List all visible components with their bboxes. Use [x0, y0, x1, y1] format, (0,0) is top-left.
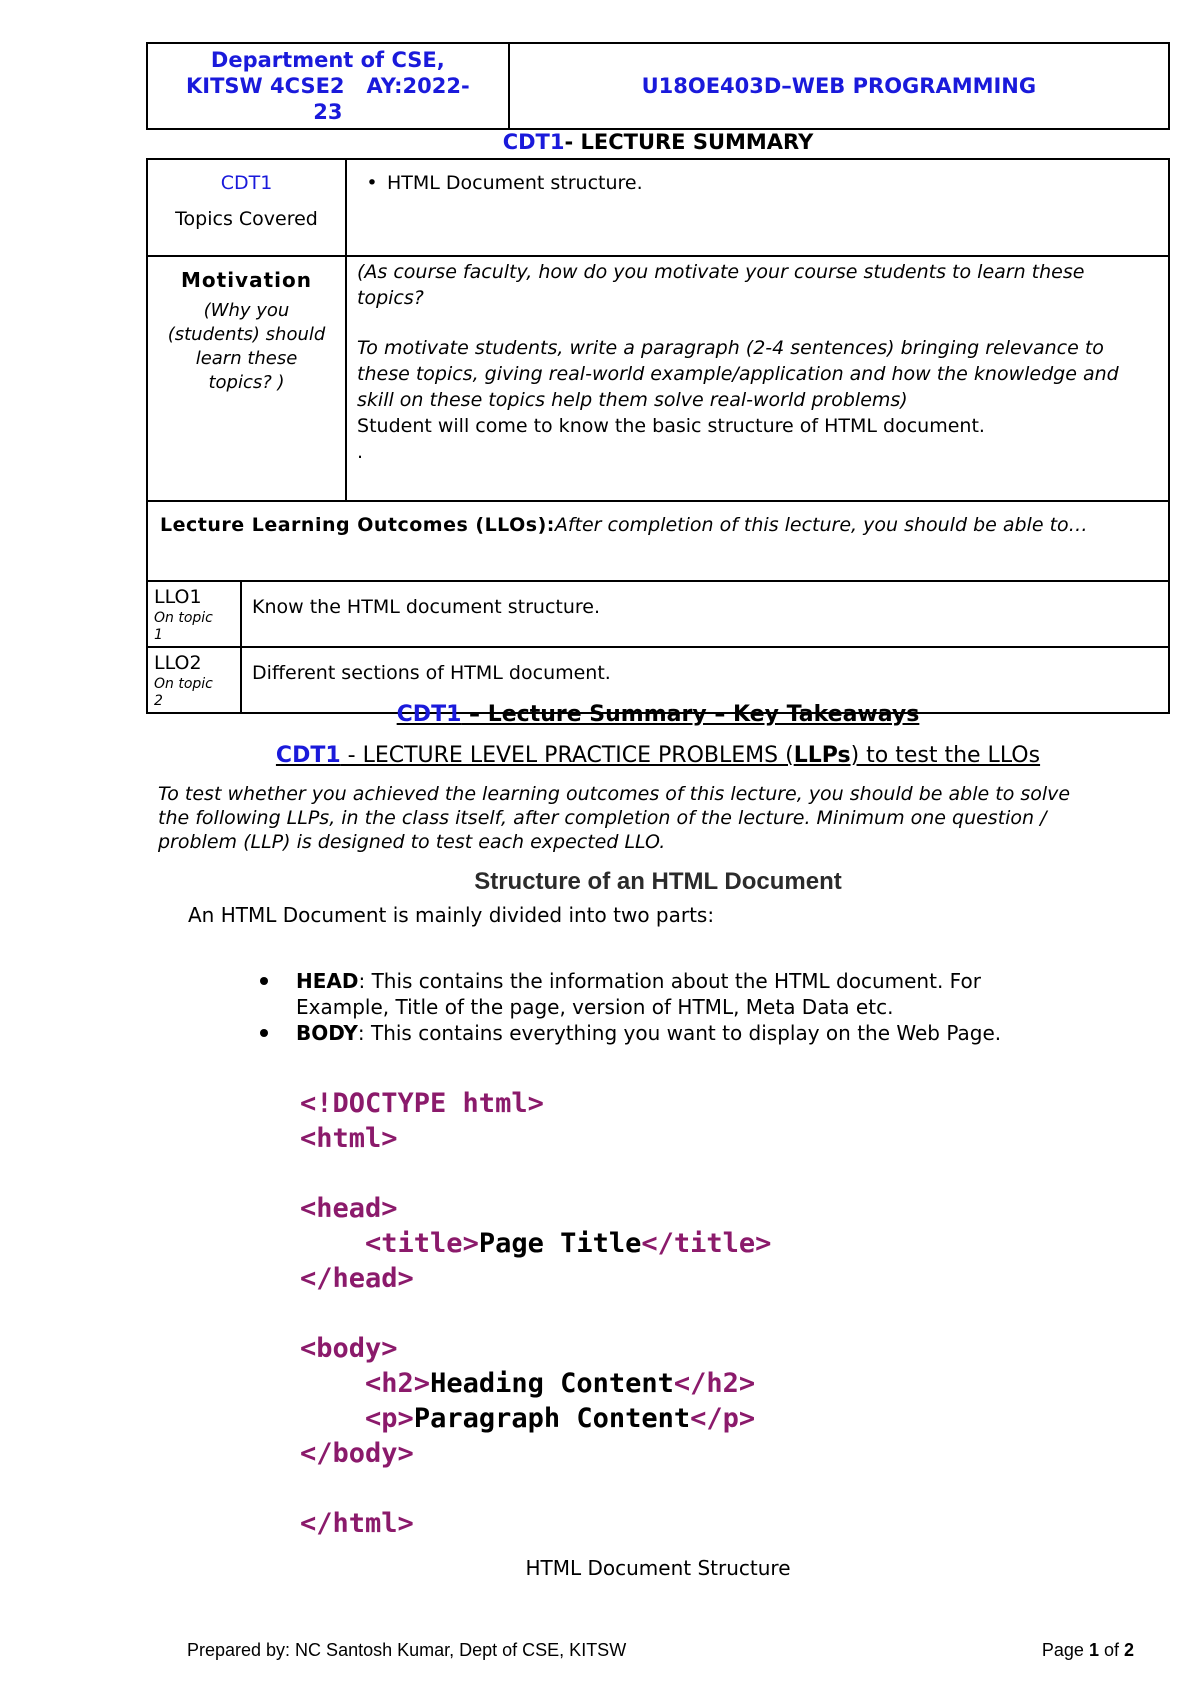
dept-ay: AY:2022-	[366, 74, 470, 98]
code-h2-line: <h2>Heading Content</h2>	[365, 1368, 756, 1399]
motivation-trailing: .	[357, 441, 364, 463]
course-cell	[509, 43, 1169, 129]
code-html-close: </html>	[300, 1508, 414, 1539]
dept-line2: KITSW 4CSE2	[186, 74, 345, 98]
code-head-open: <head>	[300, 1193, 398, 1224]
motivation-text-cell	[346, 256, 1169, 501]
header-table	[146, 42, 1170, 130]
footer-page-number: Page 1 of 2	[1041, 1640, 1134, 1660]
part-desc: : This contains everything you want to display on the Web Page.	[357, 1021, 1002, 1045]
llo-heading: Lecture Learning Outcomes (LLOs):	[160, 514, 555, 536]
key-takeaways-code: CDT1	[396, 702, 462, 727]
list-item	[256, 968, 1076, 1020]
llo2-code: LLO2	[154, 652, 202, 674]
topics-code: CDT1	[220, 172, 273, 194]
code-body-close: </body>	[300, 1438, 414, 1469]
topics-list-cell	[346, 159, 1169, 256]
bullet-icon	[260, 1029, 268, 1037]
motivation-instruction: To motivate students, write a paragraph (2-4 sentences) bringing relevance to these topics, giving real-world example/application and how the knowledge and skill on these topics help them solve real-world problems)	[357, 337, 1119, 411]
key-takeaways-rest: – Lecture Summary – Key Takeaways	[461, 702, 920, 727]
bullet-icon	[260, 977, 268, 985]
code-title-line: <title>Page Title</title>	[365, 1228, 772, 1259]
llp-rest-a: - LECTURE LEVEL PRACTICE PROBLEMS (	[340, 743, 794, 768]
llp-title	[146, 743, 1170, 768]
course-title: U18OE403D–WEB PROGRAMMING	[641, 74, 1037, 98]
topics-label-cell	[147, 159, 346, 256]
structure-title: Structure of an HTML Document	[474, 868, 842, 895]
topics-label: Topics Covered	[175, 208, 318, 230]
summary-title	[146, 130, 1170, 154]
llo1-text: Know the HTML document structure.	[252, 596, 601, 618]
llo2-text: Different sections of HTML document.	[252, 662, 611, 684]
footer-prepared-by: Prepared by: NC Santosh Kumar, Dept of CSE, KITSW	[187, 1640, 627, 1660]
summary-rest: - LECTURE SUMMARY	[564, 130, 814, 154]
structure-intro: An HTML Document is mainly divided into two parts:	[188, 903, 715, 927]
llo2-topic: On topic	[154, 676, 213, 692]
summary-code: CDT1	[502, 130, 565, 154]
part-name: BODY	[296, 1021, 358, 1045]
motivation-title: Motivation	[181, 268, 312, 292]
llo1-topic-num: 1	[154, 627, 163, 643]
figure-caption: HTML Document Structure	[525, 1556, 791, 1580]
code-sample	[300, 1086, 771, 1541]
department-cell	[147, 43, 509, 129]
structure-parts-list	[256, 968, 1076, 1046]
llp-code: CDT1	[275, 743, 341, 768]
llo1-topic: On topic	[154, 610, 213, 626]
part-name: HEAD	[296, 969, 359, 993]
list-item	[256, 1020, 1076, 1046]
part-desc: : This contains the information about the HTML document. For Example, Title of the page, version of HTML, Meta Data etc.	[296, 969, 981, 1019]
llp-bold: LLPs	[793, 743, 851, 768]
key-takeaways-title	[146, 702, 1170, 727]
llo-heading-italic: After completion of this lecture, you should be able to…	[554, 514, 1088, 536]
summary-table	[146, 158, 1170, 714]
motivation-subtitle: (Why you (students) should learn these topics? )	[167, 300, 326, 393]
dept-line3: 23	[313, 100, 343, 124]
llo1-code-cell	[147, 581, 241, 647]
topic-item: HTML Document structure.	[387, 172, 643, 194]
motivation-question: (As course faculty, how do you motivate your course students to learn these topics?	[357, 261, 1085, 309]
code-doctype: <!DOCTYPE html>	[300, 1088, 544, 1119]
llo2-topic-num: 2	[154, 693, 163, 709]
code-body-open: <body>	[300, 1333, 398, 1364]
llo1-code: LLO1	[154, 586, 202, 608]
code-head-close: </head>	[300, 1263, 414, 1294]
motivation-answer: Student will come to know the basic structure of HTML document.	[357, 415, 985, 437]
code-p-line: <p>Paragraph Content</p>	[365, 1403, 756, 1434]
llo-heading-cell	[147, 501, 1169, 581]
bullet-icon: •	[366, 172, 378, 194]
llp-description: To test whether you achieved the learning outcomes of this lecture, you should be able to solve the following LLPs, in the class itself, after completion of the lecture. Minimum one question / problem (LLP) is designed to test each expected LLO.	[158, 783, 1071, 853]
llo1-text-cell	[241, 581, 1169, 647]
motivation-label-cell	[147, 256, 346, 501]
code-html-open: <html>	[300, 1123, 398, 1154]
llp-rest-b: ) to test the LLOs	[850, 743, 1041, 768]
dept-line1: Department of CSE,	[210, 48, 445, 72]
